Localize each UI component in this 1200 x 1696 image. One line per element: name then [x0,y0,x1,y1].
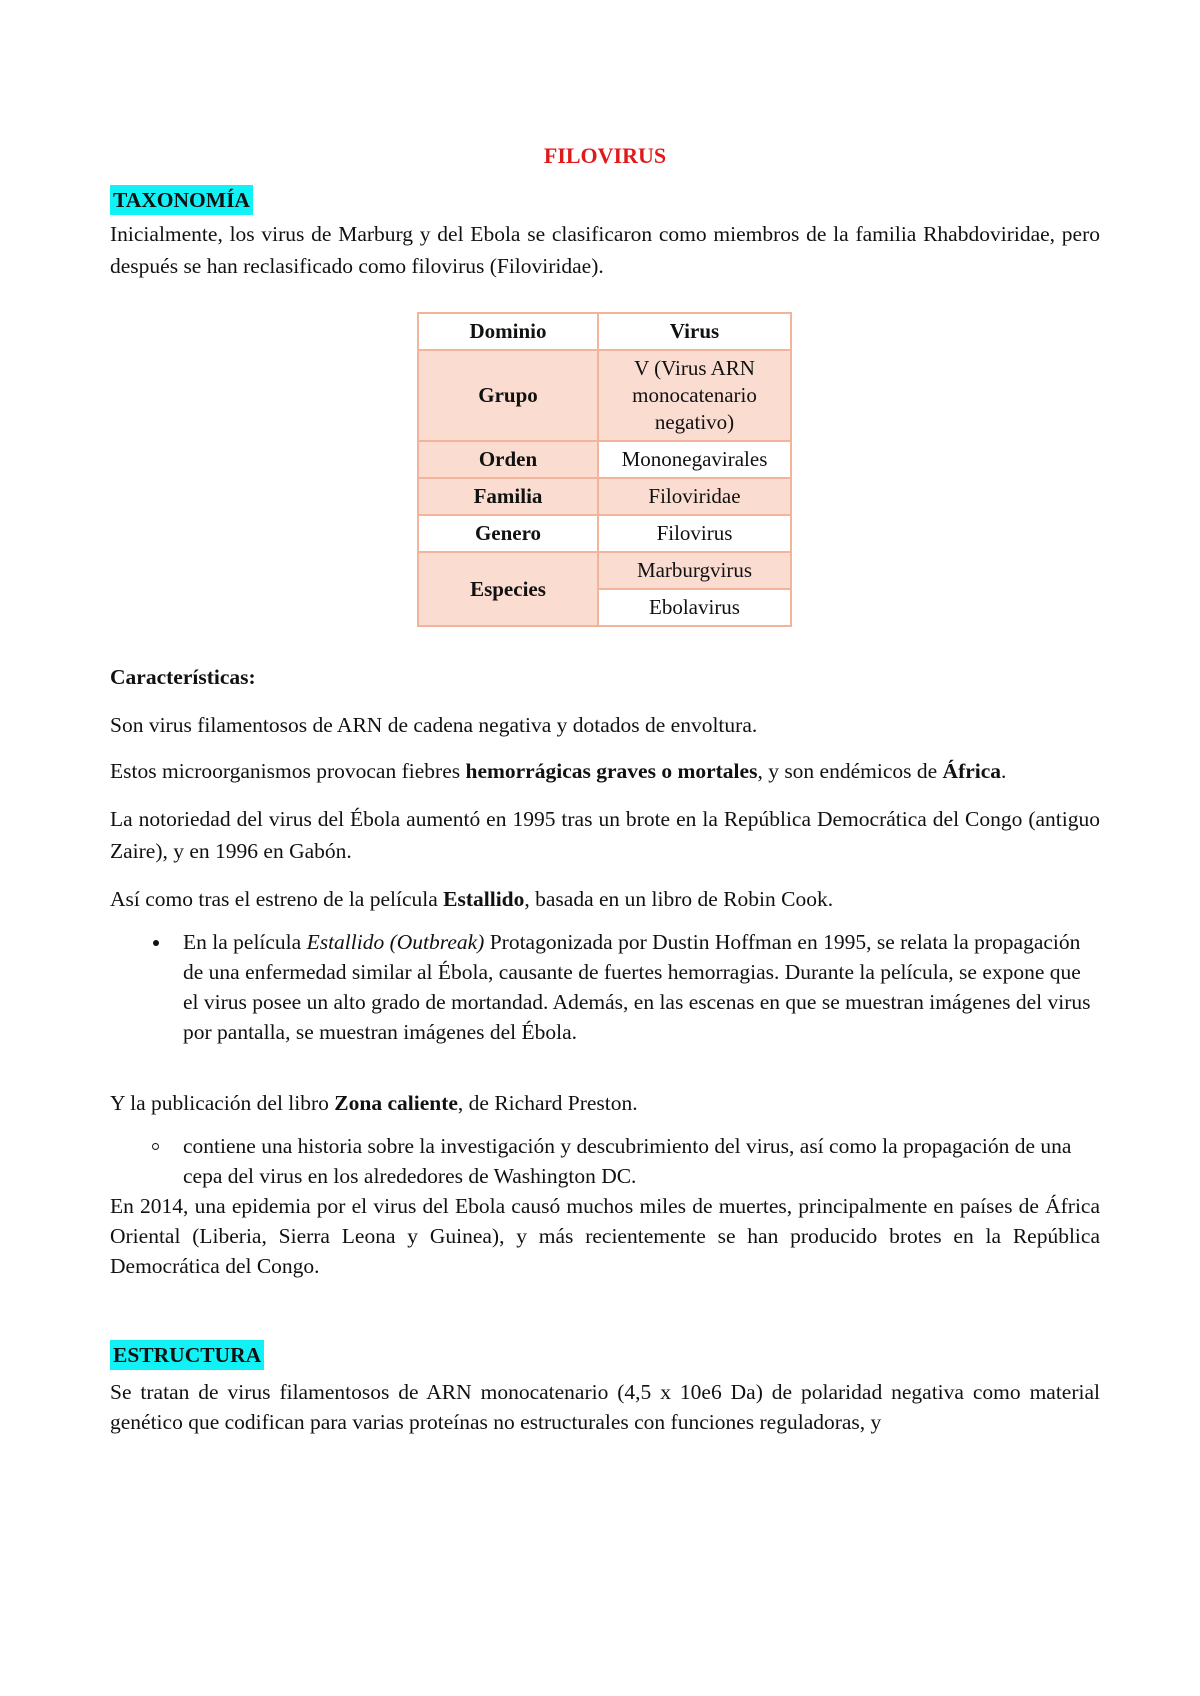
list-item [110,927,1100,1047]
table-cell-value: Ebolavirus [598,589,791,626]
table-cell-value: Filovirus [598,515,791,552]
table-cell-label: Familia [418,478,598,515]
table-cell-value: Mononegavirales [598,441,791,478]
table-cell-value: Virus [598,313,791,350]
table-cell-label: Genero [418,515,598,552]
table-cell-value: Marburgvirus [598,552,791,589]
taxonomy-table-wrapper [417,312,792,627]
characteristics-heading: Características: [110,665,256,689]
table-row [418,515,791,552]
table-row [418,441,791,478]
text-run: . [1001,759,1007,783]
taxonomy-heading: TAXONOMÍA [110,185,253,215]
text-run: En la película [183,930,307,954]
text-run-bold: Estallido [443,887,525,911]
text-run: , de Richard Preston. [457,1091,638,1115]
text-run: Protagonizada por Dustin Hoffman en 1995, se relata la propagación de una enfermedad similar al Ébola, causante de fuertes hemorragias. Durante la película, se expone que el virus posee un alto grado de mortandad. Además, en las escenas en que se muestran imágenes del virus por pantalla, se muestran imágenes del Ébola. [183,930,1091,1044]
bullet-list-movie [110,927,1100,1047]
structure-heading: ESTRUCTURA [110,1340,264,1370]
table-cell-label: Grupo [418,350,598,441]
table-cell-label: Orden [418,441,598,478]
table-row [418,552,791,589]
text-run: Estos microorganismos provocan fiebres [110,759,466,783]
table-cell-label: Dominio [418,313,598,350]
characteristics-paragraph-6: En 2014, una epidemia por el virus del Ebola causó muchos miles de muertes, principalmente en países de África Oriental (Liberia, Sierra Leona y Guinea), y más recientemente se han producido brotes en la República Democrática del Congo. [110,1194,1100,1278]
table-row [418,350,791,441]
structure-paragraph-1: Se tratan de virus filamentosos de ARN monocatenario (4,5 x 10e6 Da) de polaridad negativa como material genético que codifican para varias proteínas no estructurales con funciones reguladoras, y [110,1380,1100,1434]
document-title: FILOVIRUS [543,143,667,168]
table-cell-label: Especies [418,552,598,626]
structure-heading-row [110,1339,1100,1375]
table-row [418,478,791,515]
bullet-icon [152,1143,159,1150]
text-run: , y son endémicos de [757,759,943,783]
text-run: , basada en un libro de Robin Cook. [524,887,834,911]
text-run-italic: Estallido (Outbreak) [306,930,485,954]
text-run: Así como tras el estreno de la película [110,887,444,911]
text-run: Y la publicación del libro [110,1091,335,1115]
document-page [110,140,1100,1437]
table-cell-value: V (Virus ARN monocatenario negativo) [598,350,791,441]
bullet-list-book [110,1131,1100,1191]
characteristics-paragraph-2 [110,755,1100,787]
table-cell-value: Filoviridae [598,478,791,515]
taxonomy-table [417,312,792,627]
text-run-bold: Zona caliente [334,1091,458,1115]
text-run-bold: África [942,759,1002,783]
text-run-bold: hemorrágicas graves o mortales [465,759,758,783]
taxonomy-intro: Inicialmente, los virus de Marburg y del Ebola se clasificaron como miembros de la familia Rhabdoviridae, pero después se han reclasificado como filovirus (Filoviridae). [110,222,1100,278]
characteristics-paragraph-5 [110,1087,1100,1119]
bullet-icon [153,940,159,946]
taxonomy-heading-row [110,184,1100,220]
text-run: contiene una historia sobre la investigación y descubrimiento del virus, así como la propagación de una cepa del virus en los alrededores de Washington DC. [183,1134,1072,1188]
characteristics-paragraph-3: La notoriedad del virus del Ébola aumentó en 1995 tras un brote en la República Democrática del Congo (antiguo Zaire), y en 1996 en Gabón. [110,807,1100,863]
list-item [110,1131,1100,1191]
table-row [418,313,791,350]
characteristics-paragraph-1: Son virus filamentosos de ARN de cadena negativa y dotados de envoltura. [110,713,758,737]
characteristics-paragraph-4 [110,883,1100,915]
